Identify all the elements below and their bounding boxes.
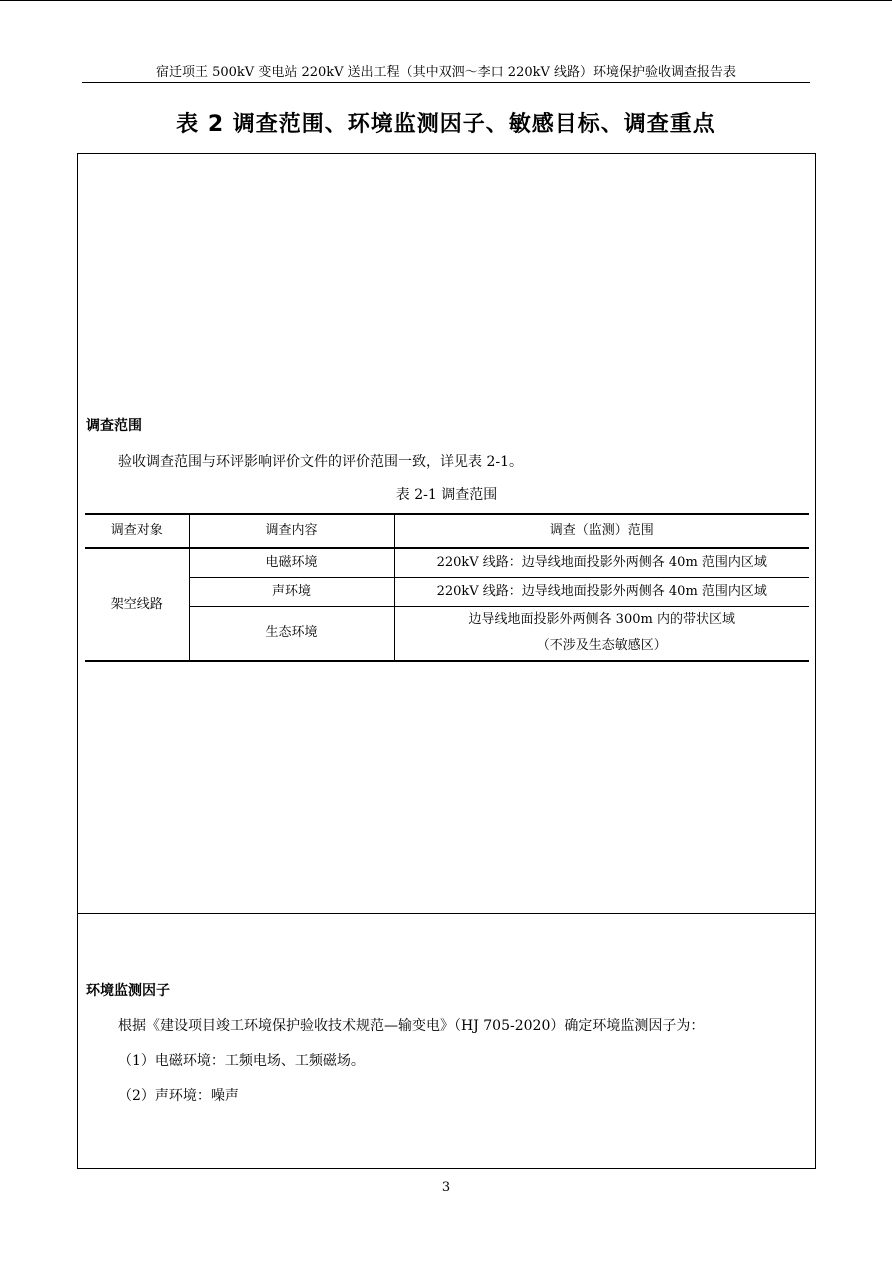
monitoring-factors-paragraph: 根据《建设项目竣工环境保护验收技术规范—输变电》（HJ 705-2020）确定环境监测因子为： xyxy=(118,1018,705,1034)
table-caption: 表 2-1 调查范围 xyxy=(395,487,498,503)
survey-scope-paragraph: 验收调查范围与环评影响评价文件的评价范围一致，详见表 2-1。 xyxy=(118,454,523,470)
table-row xyxy=(85,577,809,606)
table-row xyxy=(85,548,809,577)
survey-scope-table xyxy=(85,513,809,662)
table-row xyxy=(85,606,809,661)
frame-divider xyxy=(78,913,815,914)
content-frame xyxy=(77,153,816,1169)
survey-range-text: 边导线地面投影外两侧各 300m 内的带状区域 xyxy=(468,612,735,628)
survey-content-cell: 电磁环境 xyxy=(189,548,394,577)
survey-object-cell: 架空线路 xyxy=(85,548,189,661)
survey-scope-heading: 调查范围 xyxy=(86,418,142,434)
column-header-object: 调查对象 xyxy=(85,514,189,548)
monitoring-factor-item: （2）声环境：噪声 xyxy=(118,1088,239,1104)
header-rule xyxy=(82,82,810,83)
monitoring-factor-item: （1）电磁环境：工频电场、工频磁场。 xyxy=(118,1053,365,1069)
page-number: 3 xyxy=(441,1180,451,1195)
page-top-border xyxy=(0,0,892,1)
survey-range-note: （不涉及生态敏感区） xyxy=(536,638,667,654)
table-header-row xyxy=(85,514,809,548)
column-header-range: 调查（监测）范围 xyxy=(394,514,809,548)
survey-range-cell: 220kV 线路：边导线地面投影外两侧各 40m 范围内区域 xyxy=(394,548,809,577)
survey-range-cell: 220kV 线路：边导线地面投影外两侧各 40m 范围内区域 xyxy=(394,577,809,606)
column-header-content: 调查内容 xyxy=(189,514,394,548)
running-header: 宿迁项王 500kV 变电站 220kV 送出工程（其中双泗～李口 220kV 线路）环境保护验收调查报告表 xyxy=(155,65,737,80)
survey-range-cell xyxy=(394,606,809,661)
survey-content-cell: 声环境 xyxy=(189,577,394,606)
survey-content-cell: 生态环境 xyxy=(189,606,394,661)
monitoring-factors-heading: 环境监测因子 xyxy=(86,983,170,999)
page-title: 表 2 调查范围、环境监测因子、敏感目标、调查重点 xyxy=(176,112,716,137)
